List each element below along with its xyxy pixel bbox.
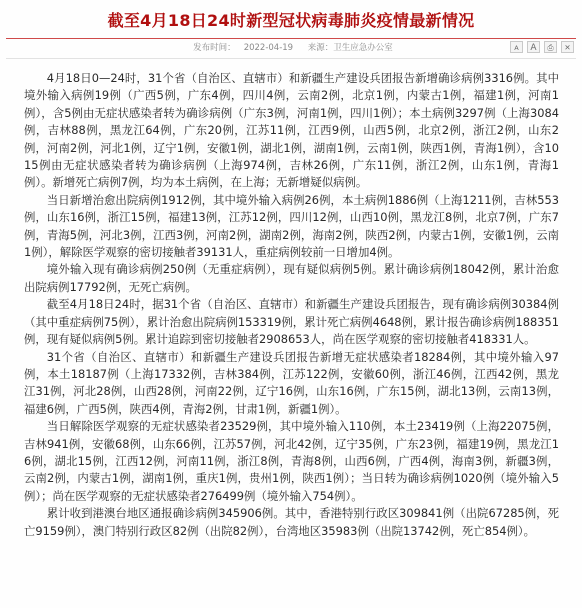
- publish-label: 发布时间：: [193, 43, 236, 53]
- paragraph-new-cases: 4月18日0—24时，31个省（自治区、直辖市）和新疆生产建设兵团报告新增确诊病例3316例。其中境外输入病例19例（广西5例，广东4例，四川4例，云南2例，北京1例，内蒙古1例，福建1例，河南1例），含5例由无症状感染者转为确诊病例（广东3例，河南1例，四川1例）；本土病例3297例（上海3084例，吉林88例，黑龙江64例，广东20例，江苏11例，江西9例，山西5例，北京2例，浙江2例，山东2例，河南2例，河北1例，辽宁1例，安徽1例，湖北1例，湖南1例，云南1例，陕西1例，青海1例），含1015例由无症状感染者转为确诊病例（上海974例，吉林26例，广东11例，浙江2例，山东1例，青海1例）。新增死亡病例7例，均为本土病例，在上海；无新增疑似病例。: [24, 71, 559, 190]
- article-source: 来源：卫生应急办公室: [307, 43, 393, 53]
- title-divider: [6, 38, 576, 39]
- print-button[interactable]: ⎙: [544, 41, 557, 53]
- publish-info: [189, 43, 297, 53]
- font-smaller-button[interactable]: A: [510, 41, 523, 53]
- font-larger-button[interactable]: A: [527, 41, 540, 53]
- paragraph-cumulative: 截至4月18日24时，据31个省（自治区、直辖市）和新疆生产建设兵团报告，现有确诊病例30384例（其中重症病例75例），累计治愈出院病例153319例，累计死亡病例4648例，累计报告确诊病例188351例，现有疑似病例5例。累计追踪到密切接触者2908653人，尚在医学观察的密切接触者418331人。: [24, 297, 559, 347]
- article-body: [24, 70, 559, 605]
- close-button[interactable]: ✕: [561, 41, 574, 53]
- paragraph-recoveries: 当日新增治愈出院病例1912例，其中境外输入病例26例，本土病例1886例（上海1211例，吉林553例，山东16例，浙江15例，福建13例，江苏12例，四川12例，山西10例，黑龙江8例，北京7例，广东7例，青海5例，河北3例，江西3例，河南2例，湖南2例，海南2例，陕西2例，内蒙古1例，安徽1例，云南1例），解除医学观察的密切接触者39131人，重症病例较前一日增加4例。: [24, 192, 559, 260]
- publish-date: 2022-04-19: [243, 43, 294, 53]
- paragraph-asymptomatic: 31个省（自治区、直辖市）和新疆生产建设兵团报告新增无症状感染者18284例，其中境外输入97例，本土18187例（上海17332例，吉林384例，江苏122例，安徽60例，浙江46例，江西42例，黑龙江31例，河北28例，山西28例，河南22例，辽宁16例，山东16例，广东15例，湖北13例，云南13例，福建6例，广西5例，陕西4例，青海2例，甘肃1例，新疆1例）。: [24, 349, 559, 416]
- meta-divider: [6, 58, 576, 59]
- paragraph-imported: 境外输入现有确诊病例250例（无重症病例），现有疑似病例5例。累计确诊病例18042例，累计治愈出院病例17792例，无死亡病例。: [24, 262, 559, 294]
- paragraph-asymptomatic-released: 当日解除医学观察的无症状感染者23529例，其中境外输入110例，本土23419例（上海22075例，吉林941例，安徽68例，山东66例，江苏57例，河北42例，辽宁35例，广东23例，福建19例，黑龙江16例，湖北15例，江西12例，河南11例，浙江8例，青海8例，山西6例，广西4例，海南3例，新疆3例，云南2例，内蒙古1例，湖南1例，重庆1例，贵州1例，陕西1例）；当日转为确诊病例1020例（境外输入5例）；尚在医学观察的无症状感染者276499例（境外输入754例）。: [24, 419, 559, 503]
- article-toolbar: [510, 41, 574, 53]
- paragraph-hk-macao-taiwan: 累计收到港澳台地区通报确诊病例345906例。其中，香港特别行政区309841例（出院67285例，死亡9159例），澳门特别行政区82例（出院82例），台湾地区35983例（出院13742例，死亡854例）。: [24, 506, 559, 538]
- article-meta: [0, 42, 582, 54]
- article-title: 截至4月18日24时新型冠状病毒肺炎疫情最新情况: [107, 11, 475, 30]
